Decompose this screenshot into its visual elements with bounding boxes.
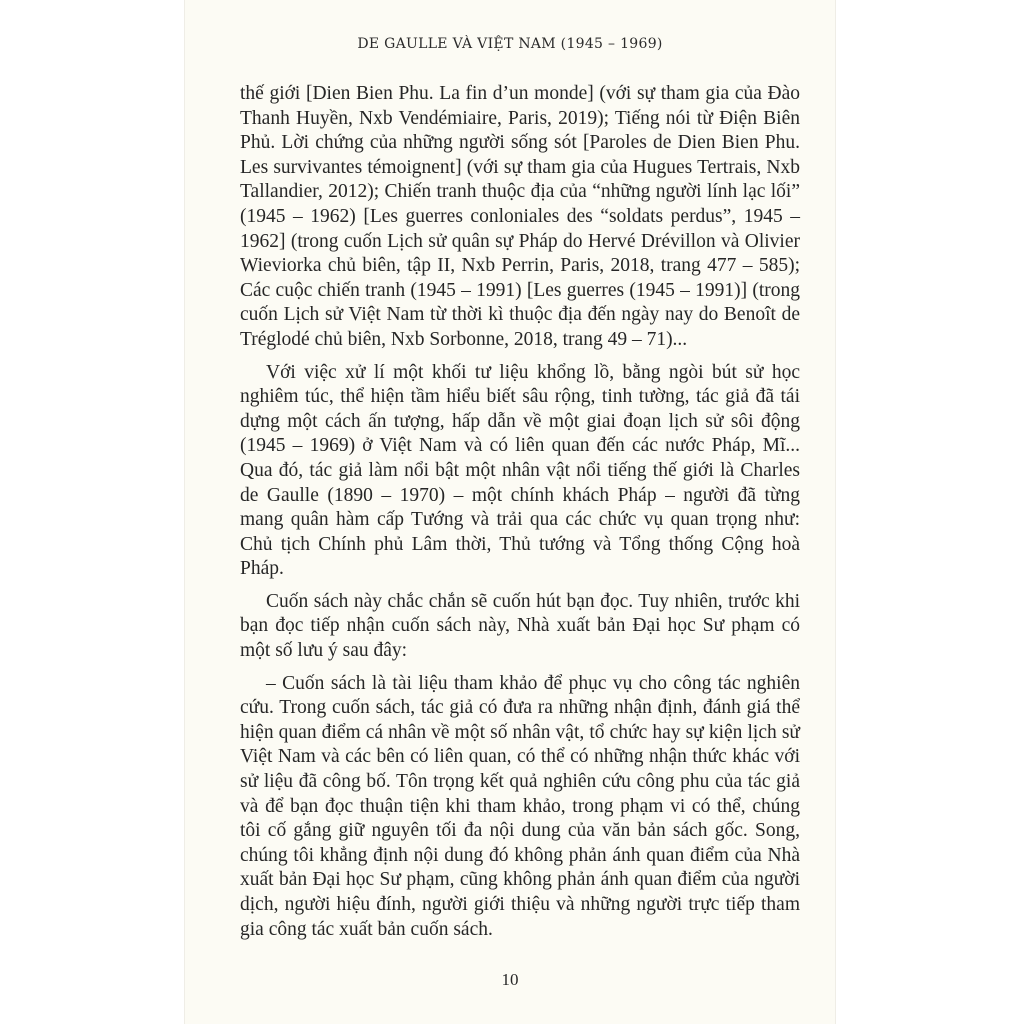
paragraph-publisher-note: – Cuốn sách là tài liệu tham khảo để phục vụ cho công tác nghiên cứu. Trong cuốn sách, tác giả có đưa ra những nhận định, đánh giá thể hiện quan điểm cá nhân về một số nhân vật, tổ chức hay sự kiện lịch sử Việt Nam và các bên có liên quan, có thể có những nhận thức khác với sử liệu đã công bố. Tôn trọng kết quả nghiên cứu công phu của tác giả và để bạn đọc thuận tiện khi tham khảo, trong phạm vi có thể, chúng tôi cố gắng giữ nguyên tối đa nội dung của văn bản sách gốc. Song, chúng tôi khẳng định nội dung đó không phản ánh quan điểm của Nhà xuất bản Đại học Sư phạm, cũng không phản ánh quan điểm của người dịch, người hiệu đính, người giới thiệu và những người trực tiếp tham gia công tác xuất bản cuốn sách.	[240, 672, 800, 940]
running-header: DE GAULLE VÀ VIỆT NAM (1945 – 1969)	[357, 36, 663, 52]
paragraph-publisher-intro: Cuốn sách này chắc chắn sẽ cuốn hút bạn đọc. Tuy nhiên, trước khi bạn đọc tiếp nhận cuốn sách này, Nhà xuất bản Đại học Sư phạm có một số lưu ý sau đây:	[240, 590, 800, 662]
page-body	[240, 82, 800, 950]
paragraph-references-continued: thế giới [Dien Bien Phu. La fin d’un monde] (với sự tham gia của Đào Thanh Huyền, Nxb Vendémiaire, Paris, 2019); Tiếng nói từ Điện Biên Phủ. Lời chứng của những người sống sót [Paroles de Dien Bien Phu. Les survivantes témoignent] (với sự tham gia của Hugues Tertrais, Nxb Tallandier, 2012); Chiến tranh thuộc địa của “những người lính lạc lối” (1945 – 1962) [Les guerres conloniales des “soldats perdus”, 1945 – 1962] (trong cuốn Lịch sử quân sự Pháp do Hervé Drévillon và Olivier Wieviorka chủ biên, tập II, Nxb Perrin, Paris, 2018, trang 477 – 585); Các cuộc chiến tranh (1945 – 1991) [Les guerres (1945 – 1991)] (trong cuốn Lịch sử Việt Nam từ thời kì thuộc địa đến ngày nay do Benoît de Tréglodé chủ biên, Nxb Sorbonne, 2018, trang 49 – 71)...	[240, 83, 800, 350]
page-number: 10	[501, 970, 519, 989]
book-page	[185, 0, 835, 1024]
paragraph-book-summary: Với việc xử lí một khối tư liệu khổng lồ, bằng ngòi bút sử học nghiêm túc, thể hiện tầm hiểu biết sâu rộng, tinh tường, tác giả đã tái dựng một cách ấn tượng, hấp dẫn về một giai đoạn lịch sử sôi động (1945 – 1969) ở Việt Nam và có liên quan đến các nước Pháp, Mĩ... Qua đó, tác giả làm nổi bật một nhân vật nổi tiếng thế giới là Charles de Gaulle (1890 – 1970) – một chính khách Pháp – người đã từng mang quân hàm cấp Tướng và trải qua các chức vụ quan trọng như: Chủ tịch Chính phủ Lâm thời, Thủ tướng và Tổng thống Cộng hoà Pháp.	[240, 361, 800, 580]
